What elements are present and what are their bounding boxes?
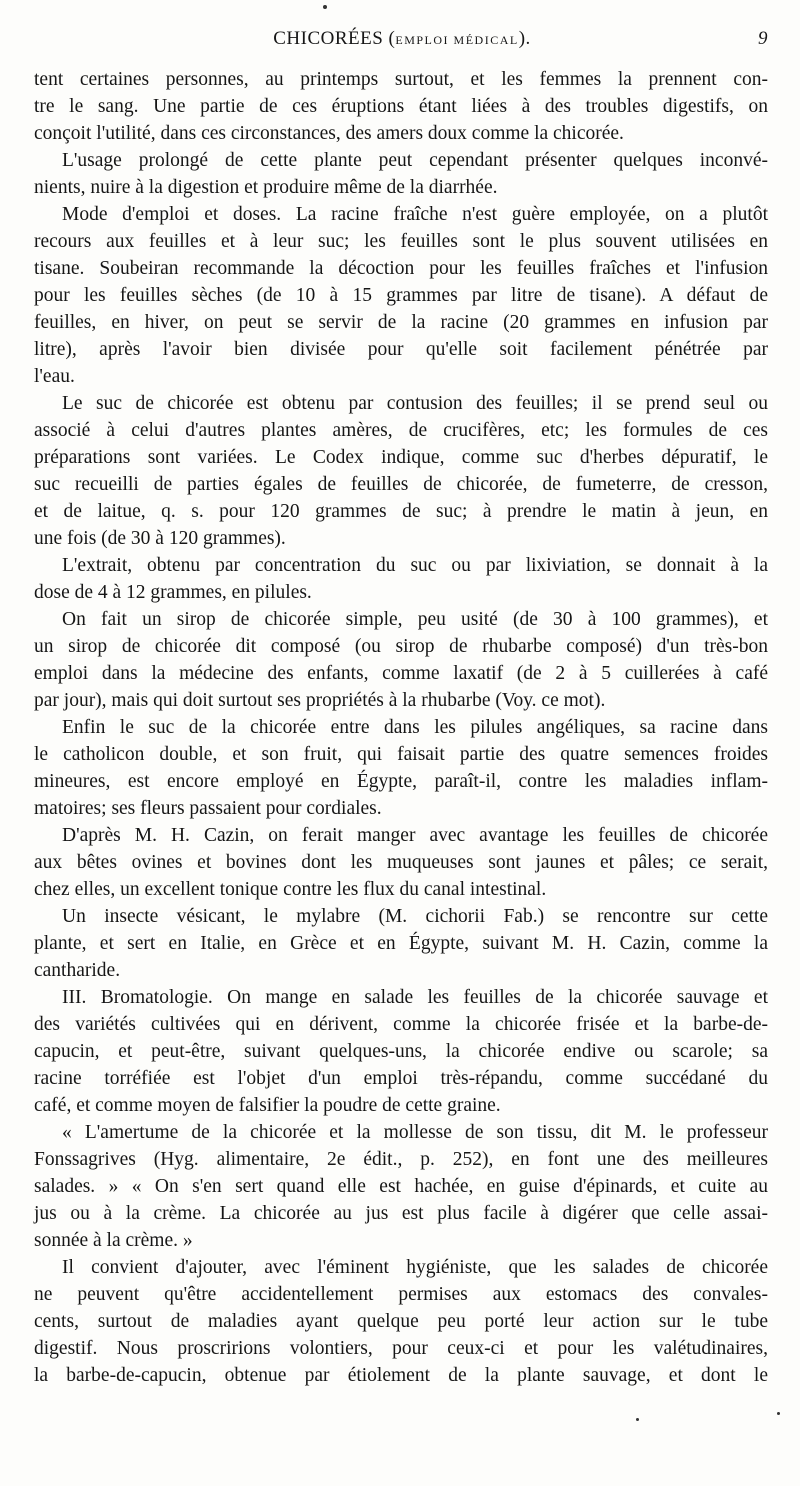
- text-line: cantharide.: [34, 960, 121, 981]
- text-line: café, et comme moyen de falsifier la poudre de cette graine.: [34, 1095, 501, 1116]
- text-line: le catholicon double, et son fruit, qui faisait partie des quatre semences froides: [34, 744, 768, 765]
- text-line: l'eau.: [34, 366, 75, 387]
- text-line: jus ou à la crème. La chicorée au jus est plus facile à digérer que celle assai-: [34, 1203, 768, 1224]
- text-line: pour les feuilles sèches (de 10 à 15 grammes par litre de tisane). A défaut de: [34, 285, 768, 306]
- text-line: litre), après l'avoir bien divisée pour qu'elle soit facilement pénétrée par: [34, 339, 768, 360]
- text-line: L'usage prolongé de cette plante peut cependant présenter quelques inconvé-: [62, 150, 768, 171]
- ink-speck: [323, 5, 327, 9]
- running-head: [32, 28, 772, 54]
- running-title-small-caps: EMPLOI MÉDICAL: [395, 33, 519, 47]
- page-body-text: [34, 66, 768, 1389]
- running-title-main: CHICORÉES (: [273, 28, 396, 49]
- text-line: capucin, et peut-être, suivant quelques-uns, la chicorée endive ou scarole; sa: [34, 1041, 768, 1062]
- text-line: mineures, est encore employé en Égypte, paraît-il, contre les maladies inflam-: [34, 771, 768, 792]
- text-line: III. Bromatologie. On mange en salade les feuilles de la chicorée sauvage et: [62, 987, 768, 1008]
- text-line: L'extrait, obtenu par concentration du suc ou par lixiviation, se donnait à la: [62, 555, 768, 576]
- text-line: salades. » « On s'en sert quand elle est hachée, en guise d'épinards, et cuite au: [34, 1176, 768, 1197]
- text-line: matoires; ses fleurs passaient pour cordiales.: [34, 798, 382, 819]
- text-line: des variétés cultivées qui en dérivent, comme la chicorée frisée et la barbe-de-: [34, 1014, 768, 1035]
- text-line: la barbe-de-capucin, obtenue par étiolement de la plante sauvage, et dont le: [34, 1365, 768, 1386]
- ink-speck: [777, 1412, 780, 1415]
- running-title: [32, 28, 772, 50]
- text-line: ne peuvent qu'être accidentellement permises aux estomacs des convales-: [34, 1284, 768, 1305]
- running-title-end: ).: [518, 28, 531, 49]
- text-line: « L'amertume de la chicorée et la mollesse de son tissu, dit M. le professeur: [62, 1122, 768, 1143]
- text-line: un sirop de chicorée dit composé (ou sirop de rhubarbe composé) d'un très-bon: [34, 636, 768, 657]
- ink-speck: [636, 1418, 639, 1421]
- text-line: Enfin le suc de la chicorée entre dans les pilules angéliques, sa racine dans: [62, 717, 768, 738]
- text-line: tisane. Soubeiran recommande la décoction pour les feuilles fraîches et l'infusion: [34, 258, 768, 279]
- text-line: nients, nuire à la digestion et produire même de la diarrhée.: [34, 177, 498, 198]
- text-line: chez elles, un excellent tonique contre les flux du canal intestinal.: [34, 879, 547, 900]
- text-line: recours aux feuilles et à leur suc; les feuilles sont le plus souvent utilisées en: [34, 231, 768, 252]
- text-line: Mode d'emploi et doses. La racine fraîche n'est guère employée, on a plutôt: [62, 204, 768, 225]
- text-line: racine torréfiée est l'objet d'un emploi très-répandu, comme succédané du: [34, 1068, 768, 1089]
- text-line: digestif. Nous proscririons volontiers, pour ceux-ci et pour les valétudinaires,: [34, 1338, 768, 1359]
- text-line: Le suc de chicorée est obtenu par contusion des feuilles; il se prend seul ou: [62, 393, 768, 414]
- text-line: par jour), mais qui doit surtout ses propriétés à la rhubarbe (Voy. ce mot).: [34, 690, 606, 711]
- text-line: Un insecte vésicant, le mylabre (M. cichorii Fab.) se rencontre sur cette: [62, 906, 768, 927]
- text-line: suc recueilli de parties égales de feuilles de chicorée, de fumeterre, de cresson,: [34, 474, 768, 495]
- text-line: sonnée à la crème. »: [34, 1230, 193, 1251]
- text-line: On fait un sirop de chicorée simple, peu usité (de 30 à 100 grammes), et: [62, 609, 768, 630]
- text-line: aux bêtes ovines et bovines dont les muqueuses sont jaunes et pâles; ce serait,: [34, 852, 768, 873]
- text-line: tent certaines personnes, au printemps surtout, et les femmes la prennent con-: [34, 69, 768, 90]
- text-line: conçoit l'utilité, dans ces circonstances, des amers doux comme la chicorée.: [34, 123, 624, 144]
- text-line: une fois (de 30 à 120 grammes).: [34, 528, 286, 549]
- text-line: préparations sont variées. Le Codex indique, comme suc d'herbes dépuratif, le: [34, 447, 768, 468]
- text-line: associé à celui d'autres plantes amères, de crucifères, etc; les formules de ces: [34, 420, 768, 441]
- text-line: Il convient d'ajouter, avec l'éminent hygiéniste, que les salades de chicorée: [62, 1257, 768, 1278]
- text-line: et de laitue, q. s. pour 120 grammes de suc; à prendre le matin à jeun, en: [34, 501, 768, 522]
- text-line: plante, et sert en Italie, en Grèce et en Égypte, suivant M. H. Cazin, comme la: [34, 933, 768, 954]
- text-line: dose de 4 à 12 grammes, en pilules.: [34, 582, 312, 603]
- text-line: emploi dans la médecine des enfants, comme laxatif (de 2 à 5 cuillerées à café: [34, 663, 768, 684]
- text-line: cents, surtout de maladies ayant quelque peu porté leur action sur le tube: [34, 1311, 768, 1332]
- page-number: 9: [758, 28, 768, 49]
- text-line: tre le sang. Une partie de ces éruptions étant liées à des troubles digestifs, on: [34, 96, 768, 117]
- text-line: feuilles, en hiver, on peut se servir de la racine (20 grammes en infusion par: [34, 312, 768, 333]
- text-line: Fonssagrives (Hyg. alimentaire, 2e édit., p. 252), en font une des meilleures: [34, 1149, 768, 1170]
- text-line: D'après M. H. Cazin, on ferait manger avec avantage les feuilles de chicorée: [62, 825, 768, 846]
